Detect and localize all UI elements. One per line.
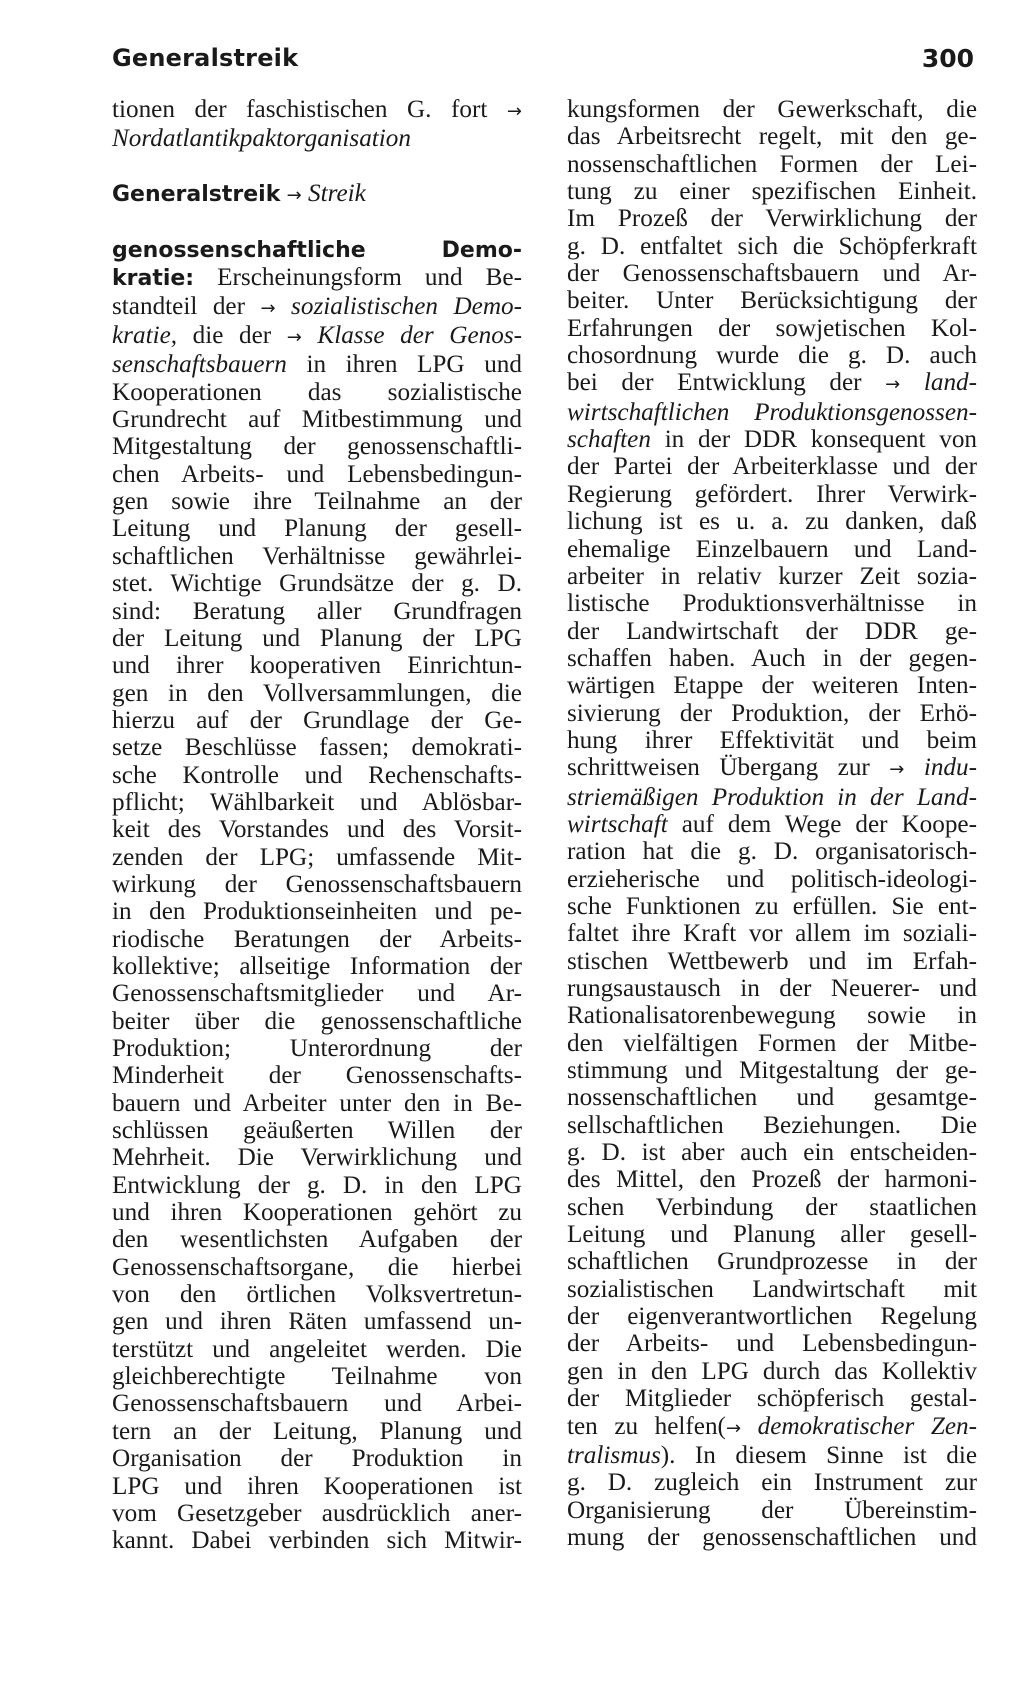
text-line: tionen der faschistischen G. fort →	[112, 96, 522, 123]
arrow-icon: →	[286, 184, 302, 206]
text-line: ten zu helfen(→ demokratischer Zen-	[567, 1412, 977, 1440]
entry-lemma: genossenschaftliche Demo-	[112, 238, 522, 264]
entry-lemma: kratie:	[112, 266, 195, 292]
arrow-icon: →	[889, 759, 905, 781]
entry-lemma: Generalstreik	[112, 181, 281, 207]
cross-reference: schaften	[567, 426, 651, 454]
entry-genossenschaftliche-demokratie: genossenschaftliche Demo- kratie: Erscheinungsform und Be- standteil der → sozialistischen Demo- kratie, die der → Klasse der Genos- senschaftsbauern in ihren LPG und Kooperationen das sozialistische Grundrecht auf Mitbestimmung und Mitgestaltung der genossenschaftli- chen Arbeits- und Lebensbedingun- gen sowie ihre Teilnahme an der Leitung und Planung der gesell- schaftlichen Verhältnisse gewährlei- stet. Wichtige Grundsätze der g. D. sind: Beratung aller Grundfragen der Leitung und Planung der LPG und ihrer kooperativen Einrichtun- gen in den Vollversammlungen, die hierzu auf der Grundlage der Ge- setze Beschlüsse fassen; demokrati- sche Kontrolle und Rechenschafts- pflicht; Wählbarkeit und Ablösbar- keit des Vorstandes und des Vorsit- zenden der LPG; umfassende Mit- wirkung der Genossenschaftsbauern in den Produktionseinheiten und pe- riodische Beratungen der Arbeits- kollektive; allseitige Information der Genossenschaftsmitglieder und Ar- beiter über die genossenschaftliche Produktion; Unterordnung der Minderheit der Genossenschafts- bauern und Arbeiter unter den in Be- schlüssen geäußerten Willen der Mehrheit. Die Verwirklichung und Entwicklung der g. D. in den LPG und ihren Kooperationen gehört zu den wesentlichsten Aufgaben der Genossenschaftsorgane, die hierbei von den örtlichen Volksvertretun- gen und ihren Räten umfassend un- terstützt und angeleitet werden. Die gleichberechtigte Teilnahme von Genossenschaftsbauern und Arbei- tern an der Leitung, Planung und Organisation der Produktion in LPG und ihren Kooperationen ist vom Gesetzgeber ausdrücklich aner- kannt. Dabei verbinden sich Mitwir-	[112, 238, 523, 1555]
cross-reference: tralismus	[567, 1441, 661, 1469]
right-column: kungsformen der Gewerkschaft, die das Arbeitsrecht regelt, mit den ge- nossenschaftlichen Formen der Lei- tung zu einer spezifischen Einheit. Im Prozeß der Verwirklichung der g. D. entfaltet sich die Schöpferkraft der Genossenschaftsbauern und Ar- beiter. Unter Berücksichtigung der Erfahrungen der sowjetischen Kol- chosordnung wurde die g. D. auch bei der Entwicklung der → land- wirtschaftlichen Produktionsgenossen- schaften in der DDR konsequent von der Partei der Arbeiterklasse und der Regierung gefördert. Ihrer Verwirk- lichung ist es u. a. zu danken, daß ehemalige Einzelbauern und Land- arbeiter in relativ kurzer Zeit sozia- listische Produktionsverhältnisse in der Landwirtschaft der DDR ge- schaffen haben. Auch in der gegen- wärtigen Etappe der weiteren Inten- sivierung der Produktion, der Erhö- hung ihrer Effektivität und beim schrittweisen Übergang zur → indu- striemäßigen Produktion in der Land- wirtschaft auf dem Wege der Koope- ration hat die g. D. organisatorisch- erzieherische und politisch-ideologi- sche Funktionen zu erfüllen. Sie ent- faltet ihre Kraft vor allem im soziali- stischen Wettbewerb und im Erfah- rungsaustausch in der Neuerer- und Rationalisatorenbewegung sowie in den vielfältigen Formen der Mitbe- stimmung und Mitgestaltung der ge- nossenschaftlichen und gesamtge- sellschaftlichen Beziehungen. Die g. D. ist aber auch ein entscheiden- des Mittel, den Prozeß der harmoni- schen Verbindung der staatlichen Leitung und Planung aller gesell- schaftlichen Grundprozesse in der sozialistischen Landwirtschaft mit der eigenverantwortlichen Regelung der Arbeits- und Lebensbedingun- gen in den LPG durch das Kollektiv der Mitglieder schöpferisch gestal- ten zu helfen(→ demokratischer Zen- tralismus). In diesem Sinne ist die g. D. zugleich ein Instrument zur Organisierung der Übereinstim- mung der genossenschaftlichen und	[567, 96, 978, 1551]
arrow-icon: →	[286, 327, 302, 349]
cross-reference: indu-	[923, 754, 977, 782]
arrow-icon: →	[725, 1417, 742, 1439]
cross-reference: wirtschaftlichen Produktionsgenossen-	[567, 398, 977, 426]
cross-reference: striemäßigen Produktion in der Land-	[567, 783, 977, 811]
page-number: 300	[921, 44, 974, 73]
running-head: Generalstreik	[112, 44, 299, 72]
cross-reference: land-	[923, 369, 978, 397]
cross-reference: wirtschaft	[567, 810, 668, 838]
text-line: schrittweisen Übergang zur → indu-	[567, 754, 977, 782]
arrow-icon: →	[885, 374, 901, 396]
arrow-icon: →	[506, 101, 522, 122]
cross-reference: demokratischer Zen-	[757, 1412, 977, 1440]
text-line: bei der Entwicklung der → land-	[567, 369, 978, 397]
cross-reference: Nordatlantikpaktorganisation	[112, 125, 411, 153]
arrow-icon: →	[260, 297, 276, 319]
left-column	[112, 96, 522, 1555]
cross-reference: Streik	[308, 179, 366, 207]
entry-generalstreik	[112, 180, 522, 209]
